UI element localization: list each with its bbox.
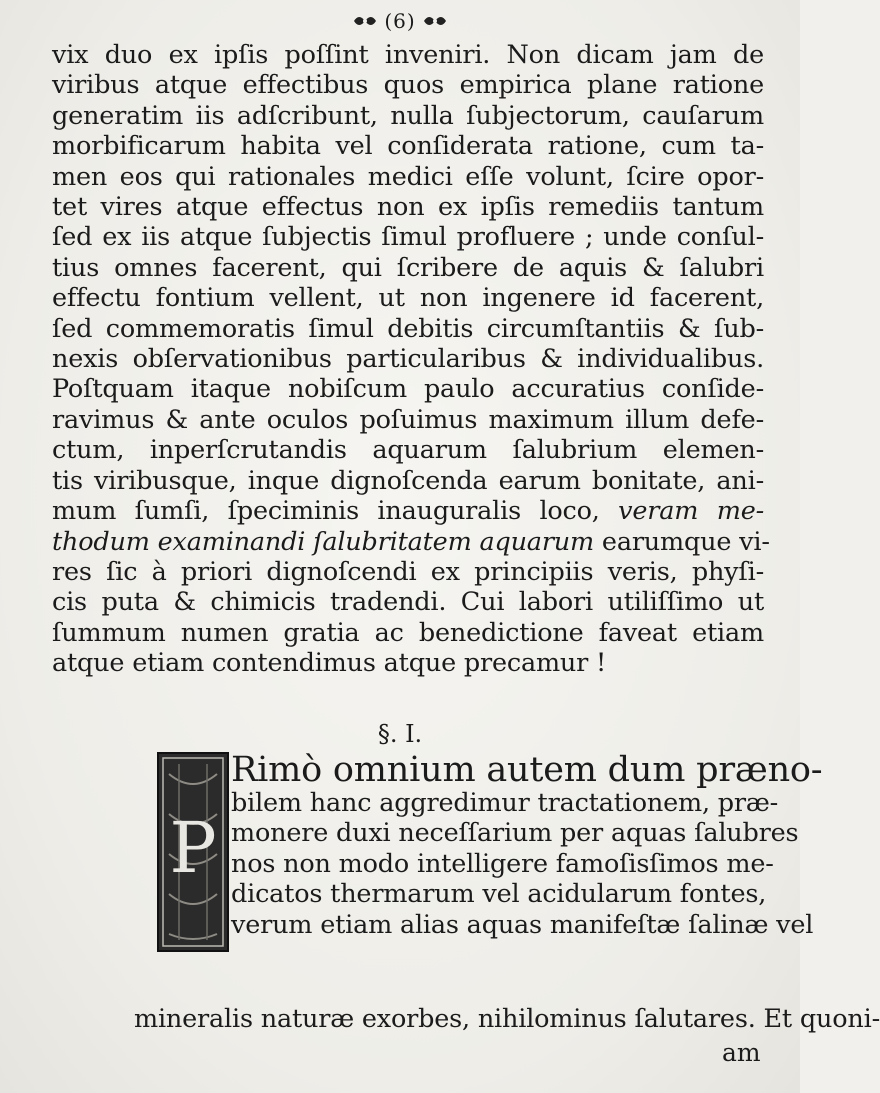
text-line: tius omnes facerent, qui ſcribere de aquis & ſalubri [52, 252, 764, 283]
text-line: men eos qui rationales medici eſſe volunt, ſcire opor- [52, 161, 764, 192]
text-line: ravimus & ante oculos poſuimus maximum illum defe- [52, 404, 764, 435]
section-heading: §. I. [377, 720, 423, 748]
text-line: verum etiam alias aquas manifeſtæ ſalinæ vel [231, 909, 814, 940]
text-line: tis viribusque, inque dignoſcenda earum bonitate, ani- [52, 465, 764, 496]
italic-phrase: thodum examinandi ſalubritatem aquarum [52, 526, 595, 557]
text-line: atque etiam contendimus atque precamur ! [52, 648, 607, 679]
page-number: (6) [384, 9, 416, 33]
text-line: dicatos thermarum vel acidularum fontes, [231, 879, 767, 910]
text-line: ſummum numen gratia ac benedictione faveat etiam [52, 617, 764, 648]
dropcap-letter: P [169, 807, 217, 889]
page-header [0, 4, 800, 38]
text-line: monere duxi neceſſarium per aquas ſalubres [231, 818, 799, 849]
text-line: viribus atque effectibus quos empirica plane ratione [52, 70, 764, 101]
text-line: Rimò omnium autem dum præno- [231, 750, 823, 790]
ornament-right-icon [422, 11, 448, 31]
text-line: generatim iis adſcribunt, nulla ſubjectorum, cauſarum [52, 100, 764, 131]
dropcap-paragraph [231, 750, 823, 940]
text-line: Poſtquam itaque nobiſcum paulo accuratius conſide- [52, 374, 764, 405]
catchword: am [722, 1038, 761, 1067]
text-line: res ſic à priori dignoſcendi ex principiis veris, phyſi- [52, 556, 764, 587]
text-line-mixed: thodum examinandi ſalubritatem aquarum earumque vi- [52, 526, 770, 557]
continuation-paragraph [134, 1004, 880, 1034]
text-line: tet vires atque effectus non ex ipſis remediis tantum [52, 192, 764, 223]
text-line: morbificarum habita vel conſiderata ratione, cum ta- [52, 131, 764, 162]
text-line: nexis obſervationibus particularibus & individualibus. [52, 344, 764, 375]
text-line: cis puta & chimicis tradendi. Cui labori utiliſſimo ut [52, 587, 764, 618]
text-line: mineralis naturæ exorbes, nihilominus ſalutares. Et quoni- [134, 1004, 880, 1034]
ornament-left-icon [352, 11, 378, 31]
text-line: bilem hanc aggredimur tractationem, præ- [231, 788, 779, 818]
text-line: ſed ex iis atque ſubjectis ſimul profluere ; unde conſul- [52, 222, 764, 253]
text-line: effectu fontium vellent, ut non ingenere id facerent, [52, 283, 764, 314]
italic-phrase: veram me- [618, 496, 764, 527]
text-line-mixed: mum ſumſi, ſpeciminis inauguralis loco, veram me- [52, 496, 764, 527]
text-line: nos non modo intelligere famoſisſimos me- [231, 848, 774, 879]
body-paragraph [52, 40, 770, 679]
text-line: ctum, inperſcrutandis aquarum ſalubrium elemen- [52, 435, 764, 466]
text-line: vix duo ex ipſis poſſint inveniri. Non dicam jam de [52, 40, 764, 70]
text-line: ſed commemoratis ſimul debitis circumſtantiis & ſub- [52, 313, 764, 344]
decorated-initial-icon [157, 752, 229, 952]
